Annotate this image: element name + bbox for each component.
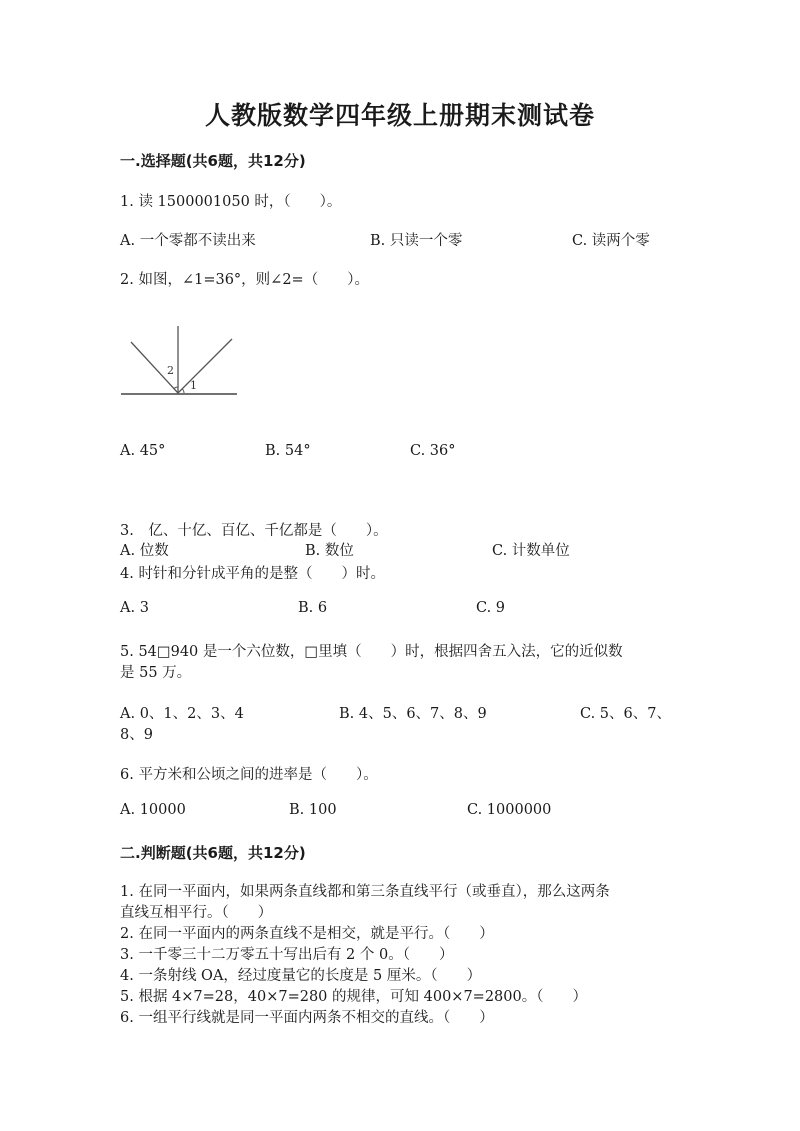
judgement-item-5: 5. 根据 4×7=28，40×7=280 的规律，可知 400×7=2800。（ ） — [120, 989, 587, 1005]
angle-1-arc — [182, 389, 184, 393]
question-6-stem: 6. 平方米和公顷之间的进率是（ ）。 — [120, 767, 378, 783]
judgement-item-2: 2. 在同一平面内的两条直线不是相交，就是平行。（ ） — [120, 926, 494, 942]
question-1-stem: 1. 读 1500001050 时，（ ）。 — [120, 194, 342, 210]
question-1-option-a: A. 一个零都不读出来 — [120, 233, 256, 249]
page-title: 人教版数学四年级上册期末测试卷 — [204, 101, 595, 130]
judgement-item-1-line1: 1. 在同一平面内，如果两条直线都和第三条直线平行（或垂直），那么这两条 — [120, 884, 610, 900]
question-4-option-b: B. 6 — [298, 600, 328, 616]
question-5-option-c-continued: 8、9 — [120, 727, 153, 743]
question-1-option-b: B. 只读一个零 — [370, 233, 463, 249]
question-3-stem: 3. 亿、十亿、百亿、千亿都是（ ）。 — [120, 523, 388, 539]
question-6-option-b: B. 100 — [289, 802, 337, 818]
question-6-option-c: C. 1000000 — [467, 802, 552, 818]
question-2-option-b: B. 54° — [265, 443, 311, 459]
question-5-stem-line2: 是 55 万。 — [120, 665, 192, 681]
question-5-stem-line1: 5. 54□940 是一个六位数，□里填（ ）时，根据四舍五入法，它的近似数 — [120, 644, 623, 660]
question-3-option-a: A. 位数 — [120, 543, 169, 559]
question-5-option-a: A. 0、1、2、3、4 — [120, 706, 244, 722]
question-1-option-c: C. 读两个零 — [572, 233, 650, 249]
question-4-stem: 4. 时针和分针成平角的是整（ ）时。 — [120, 566, 385, 582]
angle-1-label: 1 — [190, 379, 197, 392]
judgement-item-6: 6. 一组平行线就是同一平面内两条不相交的直线。（ ） — [120, 1010, 494, 1026]
question-3-option-c: C. 计数单位 — [492, 543, 570, 559]
question-5-option-c: C. 5、6、7、 — [580, 706, 671, 722]
question-4-option-c: C. 9 — [476, 600, 506, 616]
question-2-stem: 2. 如图，∠1=36°，则∠2=（ ）。 — [120, 272, 369, 288]
question-4-option-a: A. 3 — [120, 600, 149, 616]
angle-2-label: 2 — [167, 364, 174, 377]
judgement-item-3: 3. 一千零三十二万零五十写出后有 2 个 0。（ ） — [120, 947, 454, 963]
question-5-option-b: B. 4、5、6、7、8、9 — [339, 706, 487, 722]
right-ray — [178, 339, 232, 393]
question-2-option-c: C. 36° — [410, 443, 456, 459]
angle-figure — [115, 322, 245, 402]
section-heading-choice: 一.选择题(共6题，共12分) — [120, 152, 306, 170]
question-2-option-a: A. 45° — [120, 443, 166, 459]
question-3-option-b: B. 数位 — [305, 543, 354, 559]
judgement-item-1-line2: 直线互相平行。（ ） — [120, 905, 273, 921]
judgement-item-4: 4. 一条射线 OA，经过度量它的长度是 5 厘米。（ ） — [120, 968, 482, 984]
question-6-option-a: A. 10000 — [120, 802, 186, 818]
section-heading-judgement: 二.判断题(共6题，共12分) — [120, 844, 306, 862]
